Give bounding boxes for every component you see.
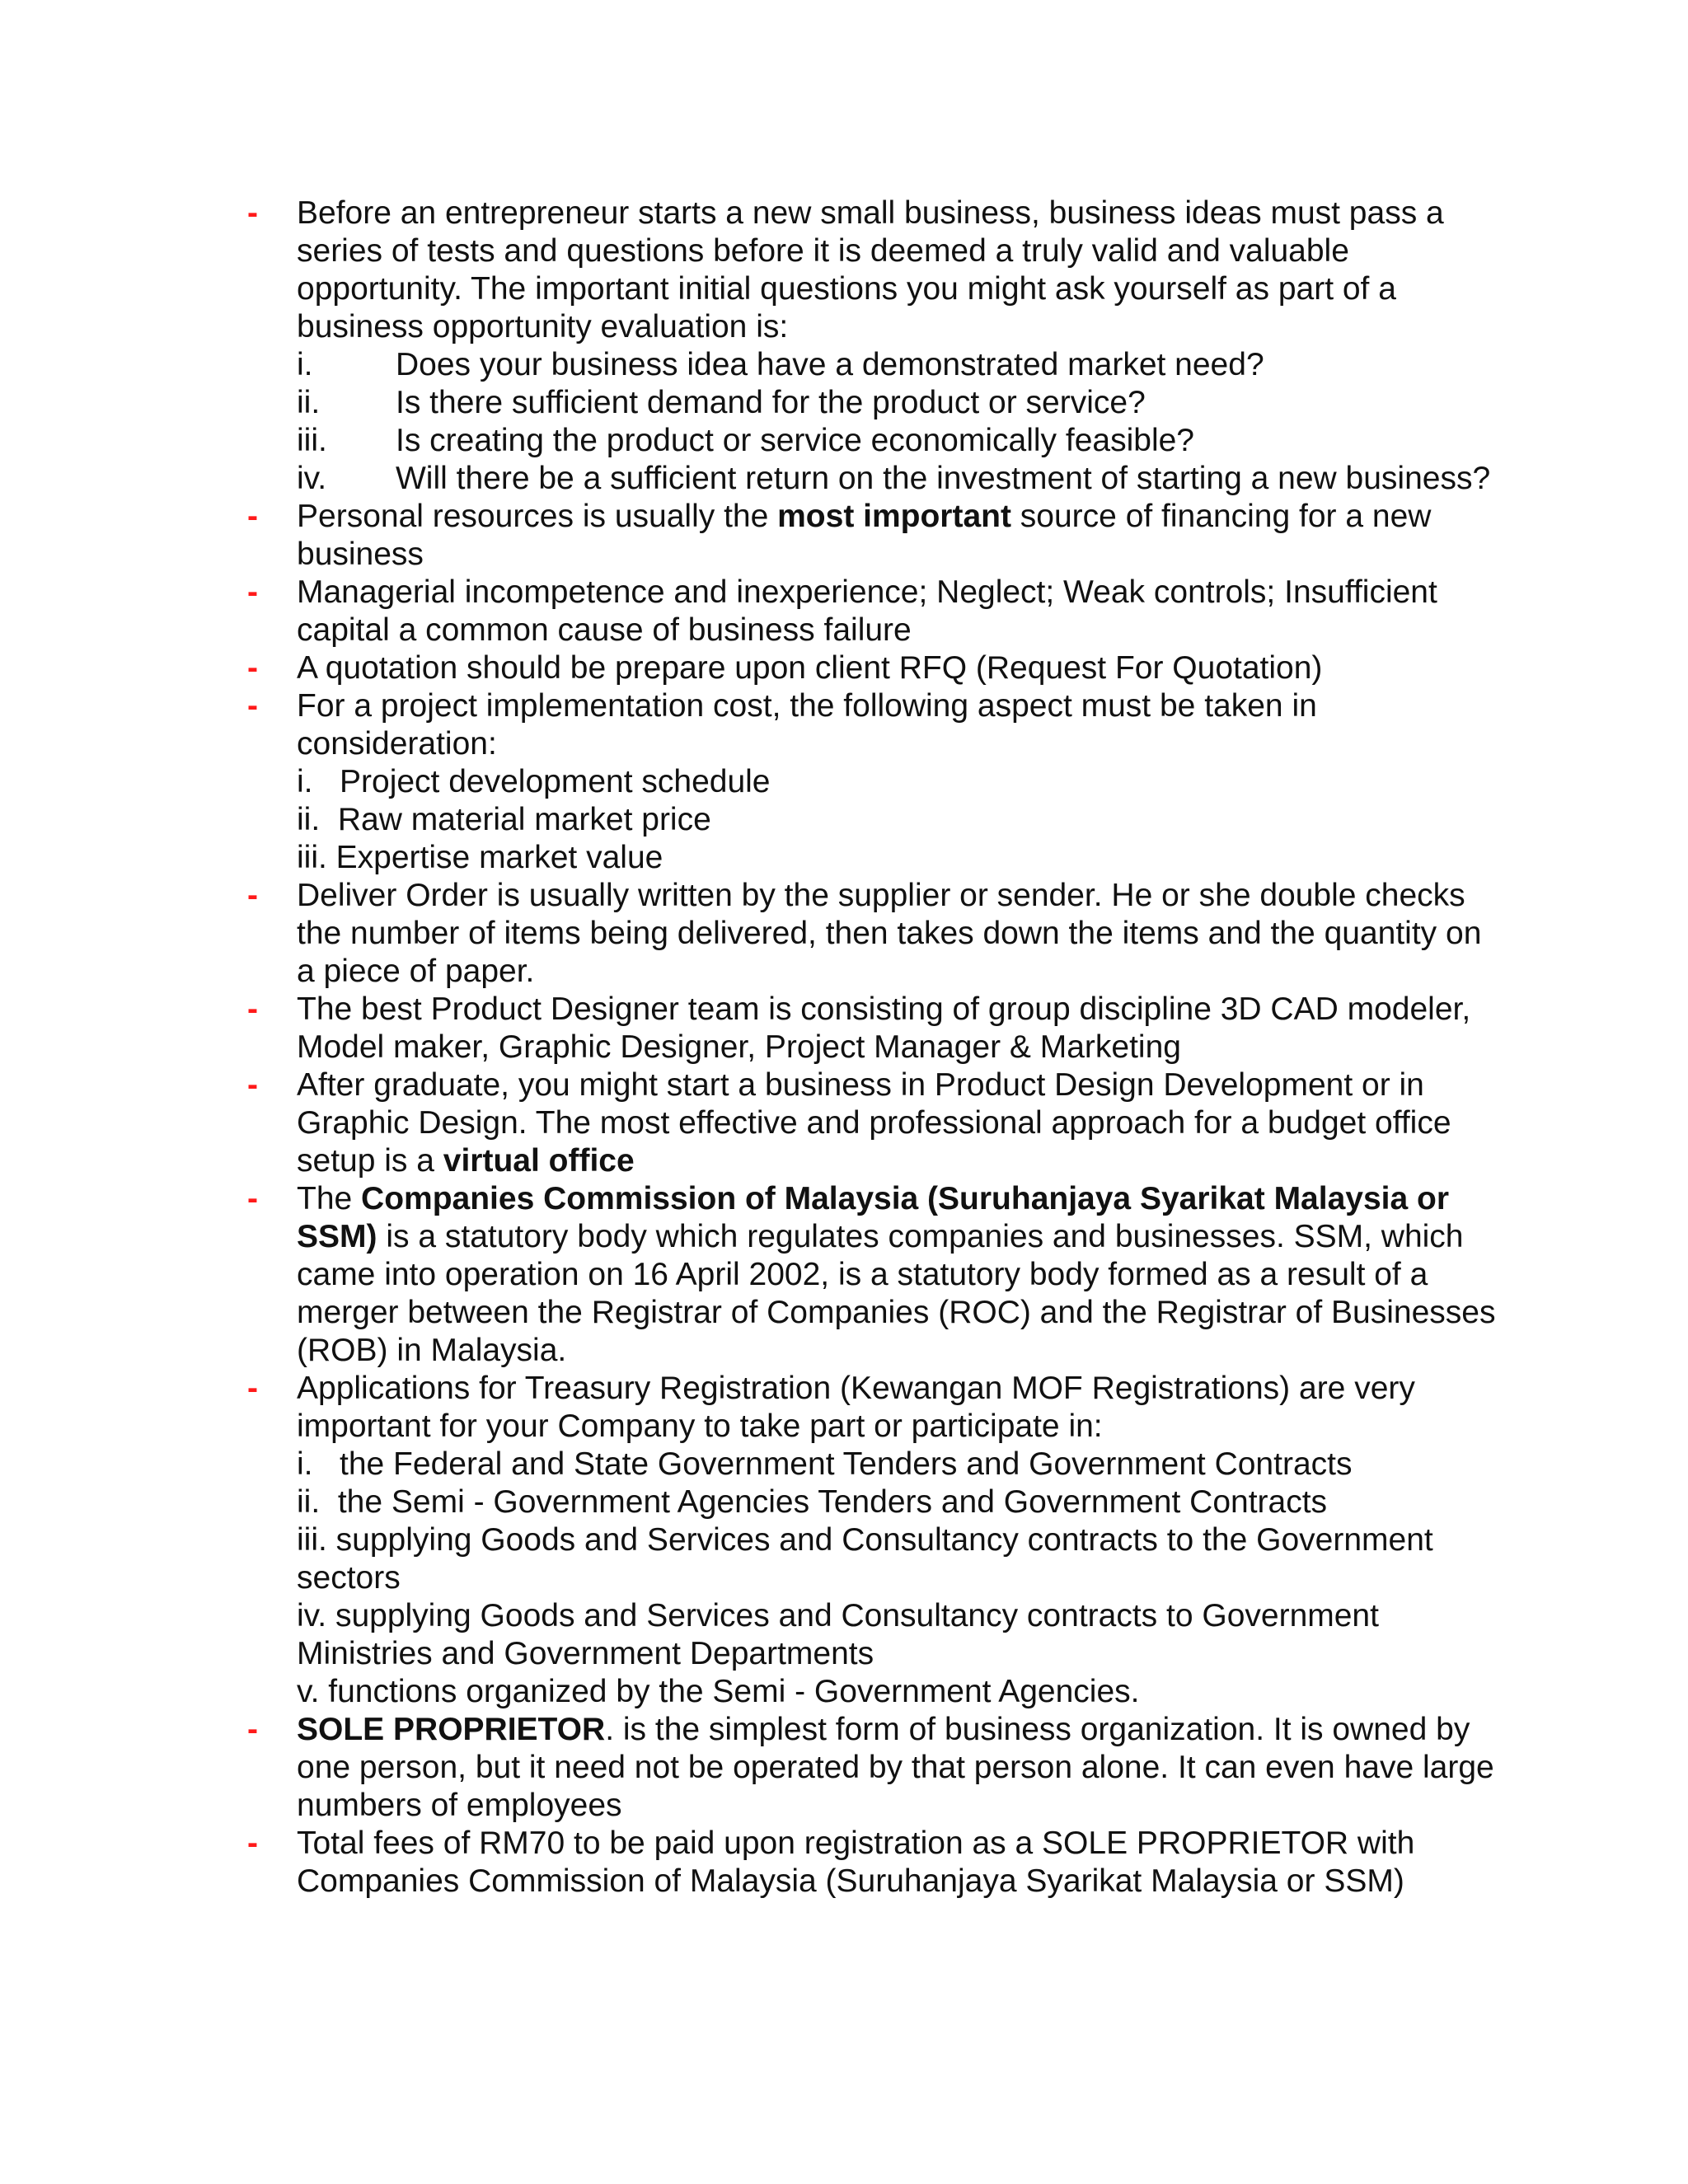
item-text: Applications for Treasury Registration (Kewangan MOF Registrations) are very important for your Company to take part or participate in: <box>297 1371 1415 1444</box>
bullet-dash: - <box>247 195 258 231</box>
sub-item: iii. Expertise market value <box>297 840 663 875</box>
list-item <box>244 1711 1497 1825</box>
list-item <box>244 1066 1497 1180</box>
item-text: For a project implementation cost, the following aspect must be taken in consideration: <box>297 688 1317 762</box>
question-row: i. Does your business idea have a demonstrated market need? <box>297 347 1264 382</box>
bullet-dash: - <box>247 1067 258 1103</box>
bullet-dash: - <box>247 1825 258 1861</box>
item-text: A quotation should be prepare upon client RFQ (Request For Quotation) <box>297 650 1323 686</box>
sub-item: i. the Federal and State Government Tenders and Government Contracts <box>297 1446 1353 1482</box>
item-text: Deliver Order is usually written by the supplier or sender. He or she double checks the number of items being delivered, then takes down the items and the quantity on a piece of paper. <box>297 878 1482 989</box>
question-row: iii. Is creating the product or service economically feasible? <box>297 423 1194 458</box>
sub-item: v. functions organized by the Semi - Government Agencies. <box>297 1674 1140 1709</box>
bullet-dash: - <box>247 878 258 913</box>
list-item <box>244 194 1497 498</box>
item-text: Total fees of RM70 to be paid upon registration as a SOLE PROPRIETOR with Companies Commission of Malaysia (Suruhanjaya Syarikat Malaysia or SSM) <box>297 1825 1415 1899</box>
item-text: The Companies Commission of Malaysia (Suruhanjaya Syarikat Malaysia or SSM) is a statutory body which regulates companies and businesses. SSM, which came into operation on 16 April 2002, is a statutory body formed as a result of a merger between the Registrar of Companies (ROC) and the Registrar of Businesses (ROB) in Malaysia. <box>297 1181 1496 1368</box>
sub-item: i. Project development schedule <box>297 764 771 799</box>
list-item <box>244 877 1497 991</box>
list-item <box>244 1370 1497 1711</box>
sub-item: iv. supplying Goods and Services and Consultancy contracts to Government Ministries and Government Departments <box>297 1598 1379 1671</box>
list-item <box>244 1180 1497 1370</box>
list-item <box>244 574 1497 649</box>
bullet-dash: - <box>247 1371 258 1406</box>
list-item <box>244 1825 1497 1900</box>
bullet-dash: - <box>247 688 258 724</box>
item-text: Managerial incompetence and inexperience; Neglect; Weak controls; Insufficient capital a common cause of business failure <box>297 574 1437 648</box>
list-item <box>244 991 1497 1066</box>
bullet-dash: - <box>247 1712 258 1747</box>
sub-item: ii. the Semi - Government Agencies Tenders and Government Contracts <box>297 1484 1328 1520</box>
question-row: ii. Is there sufficient demand for the product or service? <box>297 385 1146 420</box>
item-text: Personal resources is usually the most important source of financing for a new business <box>297 499 1432 572</box>
sub-item: ii. Raw material market price <box>297 802 711 837</box>
bullet-dash: - <box>247 1181 258 1216</box>
item-text: The best Product Designer team is consisting of group discipline 3D CAD modeler, Model maker, Graphic Designer, Project Manager & Marketing <box>297 991 1471 1065</box>
bullet-dash: - <box>247 991 258 1027</box>
bullet-dash: - <box>247 499 258 534</box>
document-page <box>244 194 1497 1900</box>
list-item <box>244 649 1497 687</box>
list-item <box>244 687 1497 877</box>
list-item <box>244 498 1497 574</box>
bullet-dash: - <box>247 574 258 610</box>
item-text: Before an entrepreneur starts a new small business, business ideas must pass a series of tests and questions before it is deemed a truly valid and valuable opportunity. The important initial questions you might ask yourself as part of a business opportunity evaluation is: <box>297 195 1444 344</box>
bullet-dash: - <box>247 650 258 686</box>
question-row: iv. Will there be a sufficient return on the investment of starting a new business? <box>297 461 1491 496</box>
sub-item: iii. supplying Goods and Services and Consultancy contracts to the Government sectors <box>297 1522 1433 1596</box>
item-text: SOLE PROPRIETOR. is the simplest form of business organization. It is owned by one person, but it need not be operated by that person alone. It can even have large numbers of employees <box>297 1712 1494 1823</box>
item-text: After graduate, you might start a business in Product Design Development or in Graphic Design. The most effective and professional approach for a budget office setup is a virtual office <box>297 1067 1451 1179</box>
